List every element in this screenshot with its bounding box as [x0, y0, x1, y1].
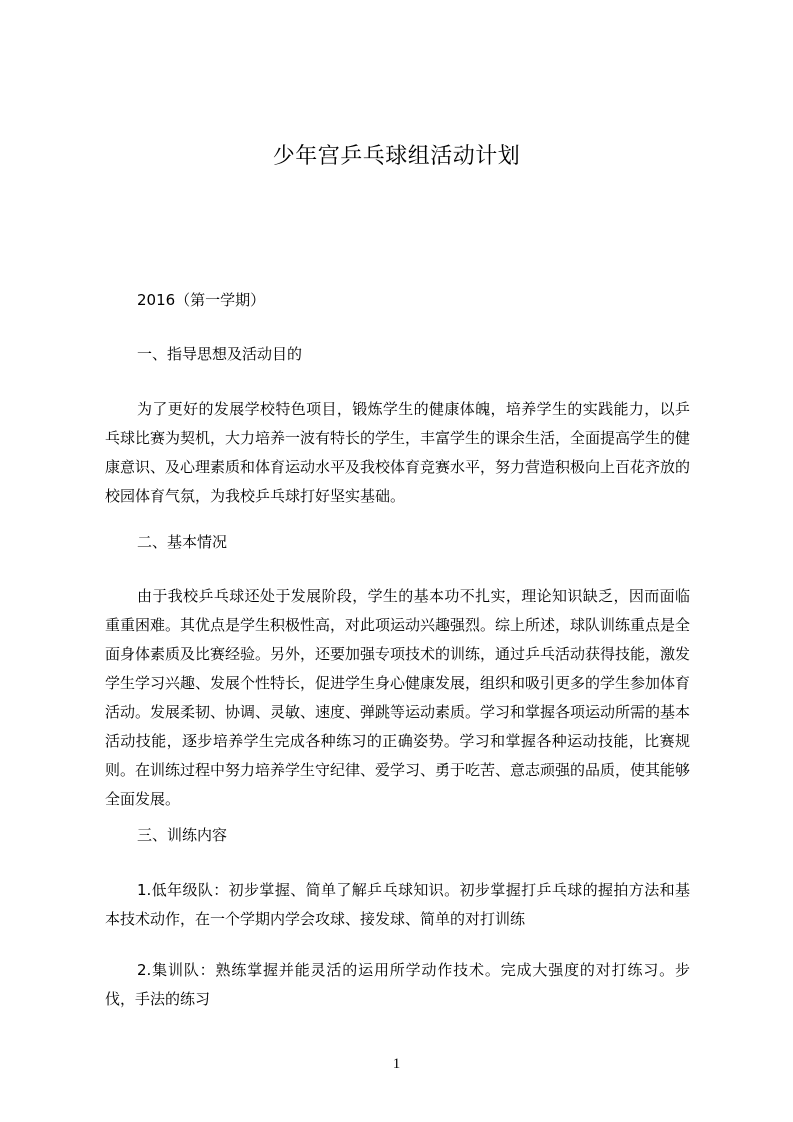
section-heading-guiding-principles: 一、指导思想及活动目的: [137, 345, 303, 363]
page-number: 1: [392, 1056, 401, 1072]
paragraph-guiding-principles: 为了更好的发展学校特色项目，锻炼学生的健康体魄，培养学生的实践能力，以乒乓球比赛为契机，大力培养一波有特长的学生，丰富学生的课余生活，全面提高学生的健康意识、及心理素质和体育运动水平及我校体育竞赛水平，努力营造积极向上百花齐放的校园体育气氛，为我校乒乓球打好坚实基础。: [105, 400, 691, 505]
paragraph-basic-situation: 由于我校乒乓球还处于发展阶段，学生的基本功不扎实，理论知识缺乏，因而面临重重困难。其优点是学生积极性高，对此项运动兴趣强烈。综上所述，球队训练重点是全面身体素质及比赛经验。另外，还要加强专项技术的训练，通过乒乓活动获得技能，激发学生学习兴趣、发展个性特长，促进学生身心健康发展，组织和吸引更多的学生参加体育活动。发展柔韧、协调、灵敏、速度、弹跳等运动素质。学习和掌握各项运动所需的基本活动技能，逐步培养学生完成各种练习的正确姿势。学习和掌握各种运动技能，比赛规则。在训练过程中努力培养学生守纪律、爱学习、勇于吃苦、意志顽强的品质，使其能够全面发展。: [105, 587, 691, 808]
section-heading-training-content: 三、训练内容: [137, 826, 228, 844]
section-heading-basic-situation: 二、基本情况: [137, 533, 228, 551]
document-title: 少年宫乒乓球组活动计划: [272, 144, 521, 169]
list-item-junior-team: 1.低年级队：初步掌握、简单了解乒乓球知识。初步掌握打乒乓球的握拍方法和基本技术动作，在一个学期内学会攻球、接发球、简单的对打训练: [105, 881, 690, 928]
semester-label: 2016（第一学期）: [137, 291, 266, 309]
list-item-training-squad: 2.集训队：熟练掌握并能灵活的运用所学动作技术。完成大强度的对打练习。步伐，手法的练习: [105, 961, 690, 1008]
